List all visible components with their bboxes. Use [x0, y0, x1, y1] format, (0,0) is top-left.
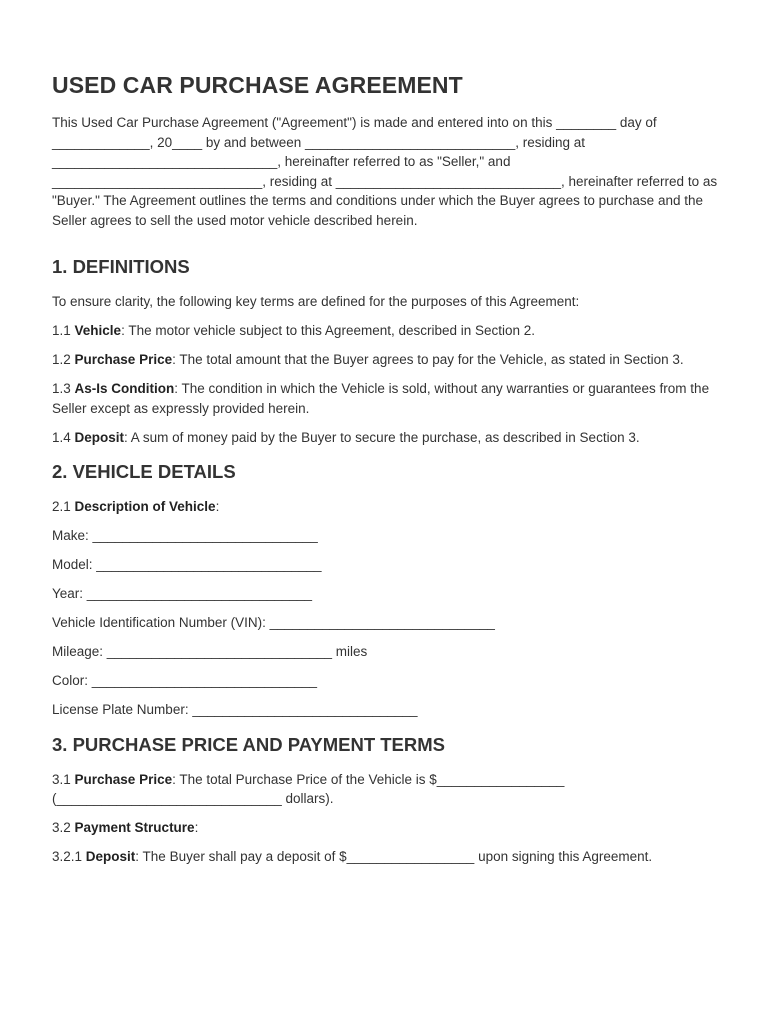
vehicle-field-make[interactable]: Make: ______________________________: [52, 528, 318, 543]
purchase-price-clause: [52, 770, 718, 809]
defined-term: Deposit: [74, 429, 125, 445]
vehicle-field-color[interactable]: Color: ______________________________: [52, 673, 318, 688]
clause-text: : The Buyer shall pay a deposit of $_________________ upon signing this Agreement.: [135, 849, 653, 864]
defined-term: Purchase Price: [74, 352, 173, 367]
clause-number: 1.1: [52, 323, 75, 338]
clause-number: 3.2.1: [52, 849, 86, 864]
section-heading: 1. DEFINITIONS: [52, 256, 190, 277]
definitions-lead: To ensure clarity, the following key terms are defined for the purposes of this Agreement:: [52, 294, 580, 309]
clause-number: 3.1: [52, 771, 75, 787]
defined-term: Vehicle: [74, 323, 122, 338]
definition-item: [52, 350, 718, 370]
definition-text: : The motor vehicle subject to this Agreement, described in Section 2.: [121, 323, 536, 338]
section-heading: 2. VEHICLE DETAILS: [52, 461, 236, 482]
section-heading: 3. PURCHASE PRICE AND PAYMENT TERMS: [52, 733, 446, 755]
section-payment-terms: [52, 734, 718, 867]
vehicle-field-year[interactable]: Year: ______________________________: [52, 586, 313, 601]
definition-text: : The total amount that the Buyer agrees to pay for the Vehicle, as stated in Section 3.: [172, 352, 684, 367]
defined-term: Deposit: [85, 849, 136, 864]
defined-term: Description of Vehicle: [74, 499, 216, 514]
clause-number: 1.4: [52, 429, 75, 445]
vehicle-field-vin[interactable]: Vehicle Identification Number (VIN): ______________________________: [52, 615, 495, 630]
definition-text: : The condition in which the Vehicle is sold, without any warranties or guarantees from the Seller except as expressly provided herein.: [52, 381, 710, 416]
section-vehicle-details: [52, 461, 718, 720]
definition-item: [52, 428, 718, 448]
section-definitions: [52, 256, 718, 447]
clause-number: 1.3: [52, 381, 75, 396]
document-title: USED CAR PURCHASE AGREEMENT: [52, 72, 463, 98]
intro-paragraph: This Used Car Purchase Agreement ("Agreement") is made and entered into on this ________ day of _____________, 20____ by and between ____________________________, residing at ______________________________, hereinafter referred to as "Seller," and ____________________________, residing at ______________________________, hereinafter referred to as "Buyer." The Agreement outlines the terms and conditions under which the Buyer agrees to purchase and the Seller agrees to sell the used motor vehicle described herein.: [52, 115, 718, 228]
definition-text: : A sum of money paid by the Buyer to secure the purchase, as described in Section 3.: [124, 429, 640, 445]
clause-number: 3.2: [52, 820, 75, 835]
payment-structure-clause: [52, 818, 718, 838]
defined-term: As-Is Condition: [74, 381, 175, 396]
definition-item: [52, 321, 718, 341]
clause-text: :: [194, 820, 199, 835]
vehicle-field-mileage[interactable]: Mileage: ______________________________ miles: [52, 644, 368, 659]
defined-term: Payment Structure: [74, 820, 195, 835]
vehicle-field-model[interactable]: Model: ______________________________: [52, 557, 322, 572]
punctuation: :: [215, 499, 220, 514]
vehicle-field-license-plate[interactable]: License Plate Number: ______________________________: [52, 702, 418, 717]
clause-text: : The total Purchase Price of the Vehicle is $_________________ (______________________________ dollars).: [52, 771, 565, 806]
deposit-clause: [52, 847, 718, 867]
definition-item: [52, 379, 718, 418]
vehicle-description-label: [52, 497, 718, 517]
clause-number: 2.1: [52, 499, 75, 514]
clause-number: 1.2: [52, 352, 75, 367]
defined-term: Purchase Price: [74, 771, 173, 787]
